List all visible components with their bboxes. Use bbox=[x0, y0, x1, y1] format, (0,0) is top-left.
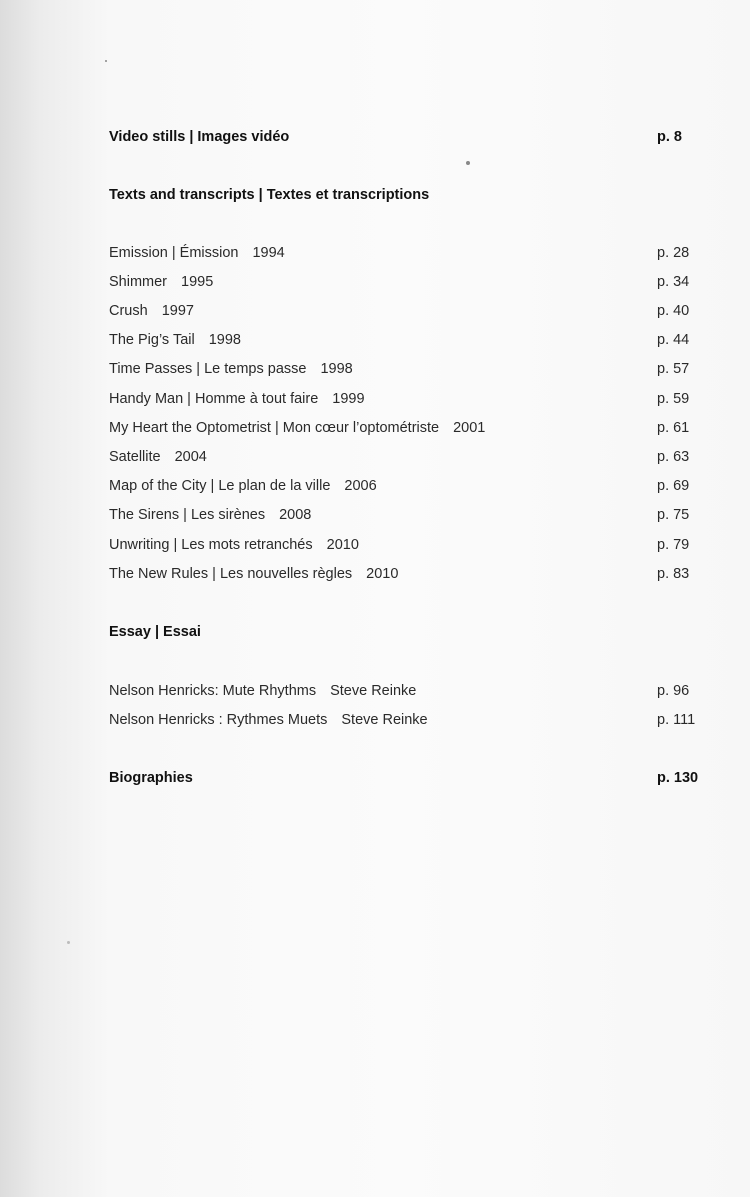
toc-entry[interactable] bbox=[109, 534, 709, 556]
toc-entry[interactable] bbox=[109, 271, 709, 293]
page-number: p. 28 bbox=[657, 245, 690, 261]
print-speck bbox=[466, 161, 470, 165]
entry-year: 2004 bbox=[174, 449, 207, 465]
page-number: p. 111 bbox=[657, 712, 696, 728]
toc-entry[interactable] bbox=[109, 388, 709, 410]
entry-author: Steve Reinke bbox=[330, 683, 417, 699]
page-number: p. 8 bbox=[657, 129, 682, 145]
entry-title: My Heart the Optometrist | Mon cœur l’optométriste bbox=[109, 420, 440, 436]
entry-title: The New Rules | Les nouvelles règles bbox=[109, 566, 353, 582]
entry-title: Nelson Henricks: Mute Rhythms bbox=[109, 683, 317, 699]
print-speck bbox=[67, 941, 70, 944]
entry-author: Steve Reinke bbox=[341, 712, 428, 728]
toc-entry[interactable] bbox=[109, 563, 709, 585]
toc-entry[interactable] bbox=[109, 242, 709, 264]
toc-entry[interactable] bbox=[109, 417, 709, 439]
toc-entry[interactable] bbox=[109, 504, 709, 526]
page-number: p. 44 bbox=[657, 332, 690, 348]
entry-title: Handy Man | Homme à tout faire bbox=[109, 391, 319, 407]
entry-year: 2010 bbox=[366, 566, 399, 582]
entry-title: Nelson Henricks : Rythmes Muets bbox=[109, 712, 328, 728]
toc-entry[interactable] bbox=[109, 446, 709, 468]
entry-title: Emission | Émission bbox=[109, 245, 239, 261]
entry-title: The Pig’s Tail bbox=[109, 332, 195, 348]
toc-heading-essay bbox=[109, 621, 709, 643]
heading-title: Video stills | Images vidéo bbox=[109, 129, 290, 145]
entry-title: Time Passes | Le temps passe bbox=[109, 361, 307, 377]
entry-title: Shimmer bbox=[109, 274, 168, 290]
page-number: p. 59 bbox=[657, 391, 690, 407]
toc-entry[interactable] bbox=[109, 709, 709, 731]
entry-year: 2006 bbox=[344, 478, 377, 494]
page-number: p. 130 bbox=[657, 770, 699, 786]
page-number: p. 79 bbox=[657, 537, 690, 553]
page-number: p. 57 bbox=[657, 361, 690, 377]
toc-entry[interactable] bbox=[109, 358, 709, 380]
entry-year: 1998 bbox=[208, 332, 241, 348]
entry-year: 2010 bbox=[326, 537, 359, 553]
entry-title: Unwriting | Les mots retranchés bbox=[109, 537, 313, 553]
entry-title: Crush bbox=[109, 303, 148, 319]
heading-title: Biographies bbox=[109, 770, 193, 786]
page-number: p. 96 bbox=[657, 683, 690, 699]
entry-year: 1998 bbox=[320, 361, 353, 377]
page-number: p. 34 bbox=[657, 274, 690, 290]
entry-title: Satellite bbox=[109, 449, 161, 465]
toc-entry[interactable] bbox=[109, 680, 709, 702]
entry-year: 1995 bbox=[181, 274, 214, 290]
entry-year: 1997 bbox=[161, 303, 194, 319]
toc-heading-biographies[interactable] bbox=[109, 767, 709, 789]
entry-year: 2001 bbox=[453, 420, 486, 436]
page-number: p. 63 bbox=[657, 449, 690, 465]
heading-title: Essay | Essai bbox=[109, 624, 201, 640]
toc-heading-video-stills[interactable] bbox=[109, 126, 709, 148]
page-number: p. 61 bbox=[657, 420, 690, 436]
entry-year: 1999 bbox=[332, 391, 365, 407]
entry-year: 1994 bbox=[252, 245, 285, 261]
toc-heading-texts bbox=[109, 184, 709, 206]
toc-entry[interactable] bbox=[109, 329, 709, 351]
toc-entry[interactable] bbox=[109, 475, 709, 497]
entry-title: Map of the City | Le plan de la ville bbox=[109, 478, 331, 494]
toc-entry[interactable] bbox=[109, 300, 709, 322]
page-number: p. 69 bbox=[657, 478, 690, 494]
entry-year: 2008 bbox=[279, 507, 312, 523]
heading-title: Texts and transcripts | Textes et transcriptions bbox=[109, 187, 430, 203]
page-number: p. 83 bbox=[657, 566, 690, 582]
page-number: p. 40 bbox=[657, 303, 690, 319]
entry-title: The Sirens | Les sirènes bbox=[109, 507, 266, 523]
print-speck bbox=[105, 60, 107, 62]
page-number: p. 75 bbox=[657, 507, 690, 523]
